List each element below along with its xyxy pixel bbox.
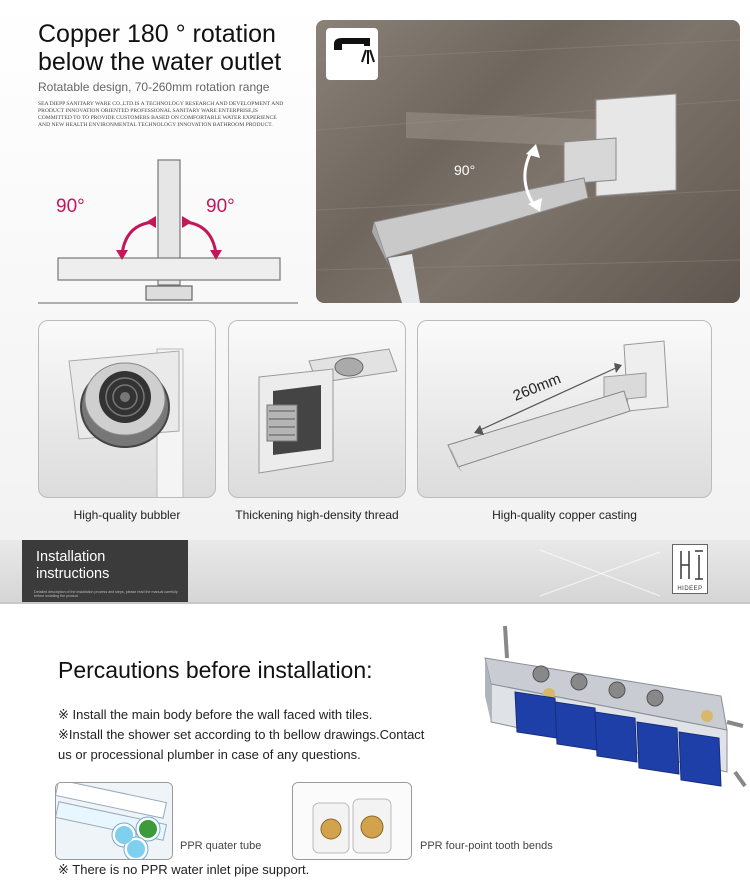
precaution-note-3: ※ There is no PPR water inlet pipe support. [58,862,310,877]
casting-illustration [418,321,712,498]
rotation-diagram [38,150,298,305]
bubbler-illustration [39,321,216,498]
precautions-title: Percautions before installation: [58,657,373,683]
company-description: SEA DIEPP SANITARY WARE CO.,LTD.IS A TECHNOLOGY RESEARCH AND DEVELOPMENT AND PRODUCT INNOVATION ORIENTED PROFESSIONAL SANITARY WARE ENTERPRISE,IS COMMITTED TO TO PROVIDE CUSTOMERS BASED ON COMFORTABLE WATER EXPERIENCE AND NEW HEALTH ENVIRONMENTAL TECHNOLOGY INNOVATION BATHROOM PRODUCT. [38,101,284,128]
installation-banner [0,540,750,604]
left-angle-label: 90° [56,196,85,217]
length-label: 260mm [510,370,564,405]
brand-name: HIDEEP [677,586,703,592]
title-line-1: Copper 180 ° rotation [38,20,276,48]
spout-angle-label: 90° [454,162,476,178]
ppr-tube-illustration [56,783,173,860]
title-line-2: below the water outlet [38,48,282,76]
banner-small-text: Detailed description of the installation process and steps, please read the manual carefully before installing the product [34,590,178,598]
ppr-bend-caption: PPR four-point tooth bends [420,840,553,852]
precaution-note-2-line-2: us or processional plumber in case of any questions. [58,747,361,762]
caption-casting: High-quality copper casting [492,508,637,522]
ppr-bend-illustration [293,783,412,860]
spout-illustration [316,20,740,303]
caption-bubbler: High-quality bubbler [73,508,181,522]
banner-title-box [22,540,188,602]
feature-card-bubbler [38,320,216,498]
valve-body-illustration [445,622,750,822]
spout-photo [316,20,740,303]
precaution-note-2-line-1: ※Install the shower set according to th bellow drawings.Contact [58,727,425,742]
banner-title-line-2: instructions [36,566,110,582]
feature-card-casting [417,320,712,498]
faucet-icon [326,28,378,80]
ppr-tube-caption: PPR quater tube [180,840,262,852]
precaution-note-2 [58,725,424,765]
ppr-bend-photo [292,782,412,860]
thread-illustration [229,321,406,498]
section-title [38,20,308,76]
banner-title-line-1: Installation [36,549,106,565]
banner-title [36,549,109,583]
right-angle-label: 90° [206,196,235,217]
ppr-tube-photo [55,782,173,860]
precaution-note-1: ※ Install the main body before the wall faced with tiles. [58,707,373,722]
section-subtitle: Rotatable design, 70-260mm rotation range [38,80,270,94]
brand-mark-icon [673,545,709,585]
feature-card-thread [228,320,406,498]
rotation-diagram-drawing [38,150,298,305]
caption-thread: Thickening high-density thread [235,508,399,522]
brand-logo [672,544,708,594]
